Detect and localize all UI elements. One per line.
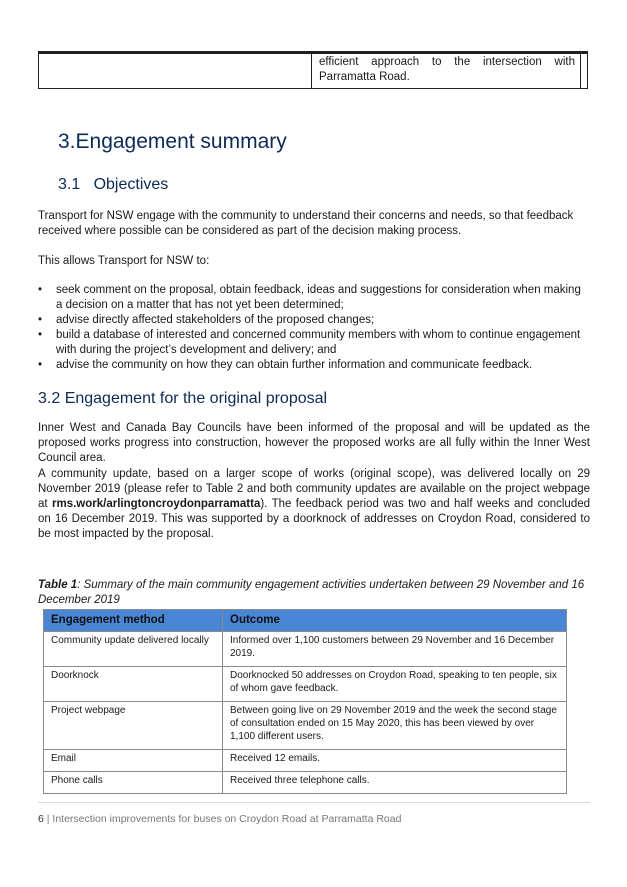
list-item: • advise the community on how they can obtain further information and communicate feedback. — [38, 359, 533, 371]
table-row — [44, 772, 567, 794]
table-caption: Table 1: Summary of the main community engagement activities undertaken between 29 November and 16 December 2019 — [38, 579, 585, 606]
table-cell: Project webpage — [44, 702, 223, 750]
footer-document-title: Intersection improvements for buses on Croydon Road at Parramatta Road — [52, 813, 402, 825]
objectives-list — [38, 283, 590, 373]
table-cell: Doorknock — [44, 667, 223, 702]
table-header-row — [44, 610, 567, 632]
page-number: 6 — [38, 813, 44, 825]
table-row — [44, 667, 567, 702]
header-engagement-method: Engagement method — [44, 610, 223, 632]
table-cell-line2: Parramatta Road. — [319, 71, 410, 83]
list-item: • advise directly affected stakeholders of the proposed changes; — [38, 314, 375, 326]
table-row — [44, 750, 567, 772]
subsection-objectives: 3.1 Objectives — [58, 176, 169, 193]
footer-separator: | — [46, 813, 50, 825]
footer-divider — [38, 802, 590, 803]
paragraph-objectives: Transport for NSW engage with the community to understand their concerns and needs, so that feedback received where possible can be considered as part of the decision making process. — [38, 210, 574, 237]
engagement-table — [43, 609, 567, 794]
section-title: 3.Engagement summary — [58, 130, 287, 153]
list-item: • build a database of interested and concerned community members with whom to continue engagement with during the project’s development and delivery; and — [38, 329, 581, 356]
table-cell: Informed over 1,100 customers between 29 November and 16 December 2019. — [223, 632, 567, 667]
paragraph-councils: Inner West and Canada Bay Councils have been informed of the proposal and will be updated as the proposed works progress into construction, however the proposed works are all fully within the Inner West Council area. — [38, 422, 590, 464]
list-item: • seek comment on the proposal, obtain feedback, ideas and suggestions for consideration when making a decision on a matter that has not yet been determined; — [38, 284, 581, 311]
table-row — [44, 632, 567, 667]
table-divider — [311, 51, 312, 89]
table-cell: Phone calls — [44, 772, 223, 794]
subsection-original-proposal: 3.2 Engagement for the original proposal — [38, 390, 328, 407]
table-cell-text — [319, 55, 575, 85]
table-cell: Email — [44, 750, 223, 772]
table-cell: Doorknocked 50 addresses on Croydon Road, speaking to ten people, six of whom gave feedback. — [223, 667, 567, 702]
table-cell: Community update delivered locally — [44, 632, 223, 667]
table-cell-line1: efficient approach to the intersection with — [319, 56, 575, 68]
page-footer — [38, 813, 401, 825]
paragraph-community-update: A community update, based on a larger scope of works (original scope), was delivered locally on 29 November 2019 (please refer to Table 2 and both community updates are available on the project webpage at rms.work/arlingtoncroydonparramatta). The feedback period was two and half weeks and concluded on 16 December 2019. This was supported by a doorknock of addresses on Croydon Road, considered to be most impacted by the proposal. — [38, 468, 591, 540]
table-right-border — [580, 51, 581, 89]
table-cell: Received three telephone calls. — [223, 772, 567, 794]
table-cell: Received 12 emails. — [223, 750, 567, 772]
table-row — [44, 702, 567, 750]
table-cell: Between going live on 29 November 2019 and the week the second stage of consultation ended on 15 May 2020, this has been viewed by over 1,100 different users. — [223, 702, 567, 750]
paragraph-allows: This allows Transport for NSW to: — [38, 255, 210, 267]
continued-table — [38, 51, 588, 89]
project-webpage-link[interactable]: rms.work/arlingtoncroydonparramatta — [52, 498, 261, 510]
header-outcome: Outcome — [223, 610, 567, 632]
